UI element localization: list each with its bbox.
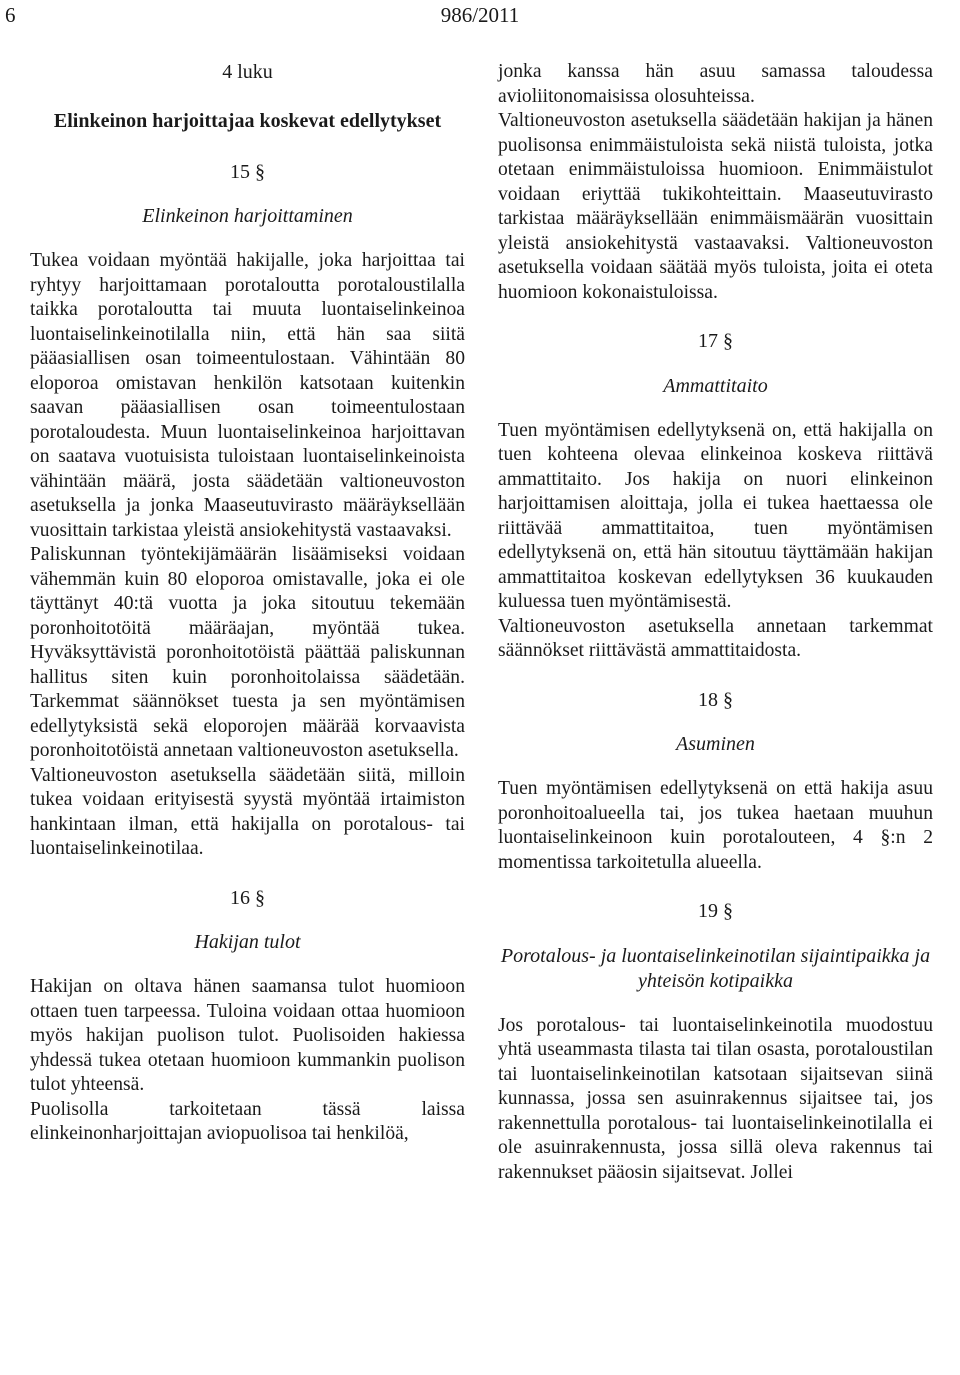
section-17-number: 17 § — [698, 330, 733, 352]
section-17-paragraph-2: Valtioneuvoston asetuksella annetaan tarkemmat säännökset riittävästä ammattitaidosta. — [498, 615, 933, 661]
page-header — [0, 0, 960, 36]
section-16-title: Hakijan tulot — [194, 931, 301, 953]
section-15-number: 15 § — [230, 160, 265, 183]
section-15-paragraph-1: Tukea voidaan myöntää hakijalle, joka harjoittaa tai ryhtyy harjoittamaan porotaloutta porotaloustilalla taikka porotaloutta tai muuta luontaiselinkeinoa luontaiselinkeinotilalla niin, että hän saa siitä pääasiallisen osan toimeentulostaan. Vähintään 80 eloporoa omistavan henkilön katsotaan kuitenkin saavan pääasiallisen osan toimeentulostaan porotaloudesta. Muun luontaiselinkeinoa harjoittavan on saatava vuotuisista tuloistaan luontaiselinkeinoista vähintään määrä, josta säädetään valtioneuvoston asetuksella ja jonka Maaseutuvirasto määräyksellään vuosittain tarkistaa yleistä ansiokehitystä vastaavaksi. — [30, 250, 465, 541]
section-16-paragraph-3: Valtioneuvoston asetuksella säädetään hakijan ja hänen puolisonsa enimmäistuloista sekä niistä tuloista, jotka otetaan enimmäistuloissa huomioon. Enimmäistulot voidaan eriyttää tukikohteittain. Maaseutuvirasto tarkistaa määräyksellään enimmäismäärän vuosittain yleistä ansiokehitystä vastaavaksi. Valtioneuvoston asetuksella voidaan säätää myös tuloista, joita ei oteta huomioon kokonaistuloissa. — [498, 110, 933, 303]
section-17-paragraph-1: Tuen myöntämisen edellytyksenä on, että hakijalla on tuen kohteena olevaa elinkeinoa koskeva riittävä ammattitaito. Jos hakija on nuori elinkeinon harjoittamisen aloittaja, jolla ei tukea haettaessa ole riittävää ammattitaitoa, tuen myöntämisen edellytyksenä on, että hän sitoutuu täyttämään hakijan ammattitaitoa koskevan edellytyksen 36 kuukauden kuluessa tuen myöntämisestä. — [498, 419, 933, 612]
section-16-continuation: jonka kanssa hän asuu samassa taloudessa avioliitonomaisissa olosuhteissa. — [498, 61, 933, 107]
section-18-paragraph-1: Tuen myöntämisen edellytyksenä on että hakija asuu poronhoitoalueella tai, jos tukea haetaan muuhun luontaiselinkeinoon kuin porotalouteen, 4 §:n 2 momentissa tarkoitetulla alueella. — [498, 778, 933, 873]
section-15-paragraph-2: Paliskunnan työntekijämäärän lisäämiseksi voidaan vähemmän kuin 80 eloporoa omistavalle, joka ei ole täyttänyt 40:tä vuotta ja joka sitoutuu tekemään poronhoitotöitä määräajan, myöntää tukea. Hyväksyttävistä poronhoitotöistä päättää paliskunnan hallitus siten kuin poronhoitolaissa säädetään. Tarkemmat säännökset tuesta ja sen myöntämisen edellytyksistä sekä eloporojen määrää korvaavista poronhoitotöistä annetaan valtioneuvoston asetuksella. — [30, 544, 465, 761]
section-19-title: Porotalous- ja luontaiselinkeinotilan sijaintipaikka ja yhteisön kotipaikka — [500, 944, 931, 992]
document-number: 986/2011 — [440, 3, 520, 27]
chapter-heading: 4 luku — [222, 61, 273, 83]
section-16-number: 16 § — [230, 886, 265, 909]
section-18-title: Asuminen — [676, 733, 755, 755]
section-19-number: 19 § — [698, 900, 733, 922]
chapter-title: Elinkeinon harjoittajaa koskevat edellytykset — [53, 109, 442, 132]
right-column — [498, 60, 933, 1185]
section-15-paragraph-3: Valtioneuvoston asetuksella säädetään siitä, milloin tukea voidaan erityisestä syystä myöntää irtaimiston hankintaan ilman, että hakijalla on porotalous- tai luontaiselinkeinotilaa. — [30, 764, 465, 859]
section-18-number: 18 § — [698, 688, 733, 711]
section-16-paragraph-1: Hakijan on oltava hänen saamansa tulot huomioon ottaen tuen tarpeessa. Tuloina voidaan ottaa huomioon myös hakijan puolison tulot. Puolisoiden hakiessa yhdessä tukea otetaan huomioon kummankin puolison tulot yhteensä. — [30, 976, 465, 1095]
section-19-paragraph-1: Jos porotalous- tai luontaiselinkeinotila muodostuu yhtä useammasta tilasta tai tilan osasta, porotaloustilan tai luontaiselinkeinotilan katsotaan sijaitsevan siinä kunnassa, jossa sen asuinrakennus sijaitsee tai, jos rakennettulla porotalous- tai luontaiselinkeinotilalla ei ole asuinrakennusta, jossa sillä oleva rakennus tai rakennukset pääosin sijaitsevat. Jollei — [498, 1014, 933, 1183]
page-number: 6 — [5, 3, 16, 27]
section-15-title: Elinkeinon harjoittaminen — [142, 205, 353, 227]
section-16-paragraph-2: Puolisolla tarkoitetaan tässä laissa elinkeinonharjoittajan aviopuolisoa tai henkilöä, — [30, 1098, 465, 1144]
left-column — [30, 60, 465, 1147]
section-17-title: Ammattitaito — [663, 374, 768, 397]
